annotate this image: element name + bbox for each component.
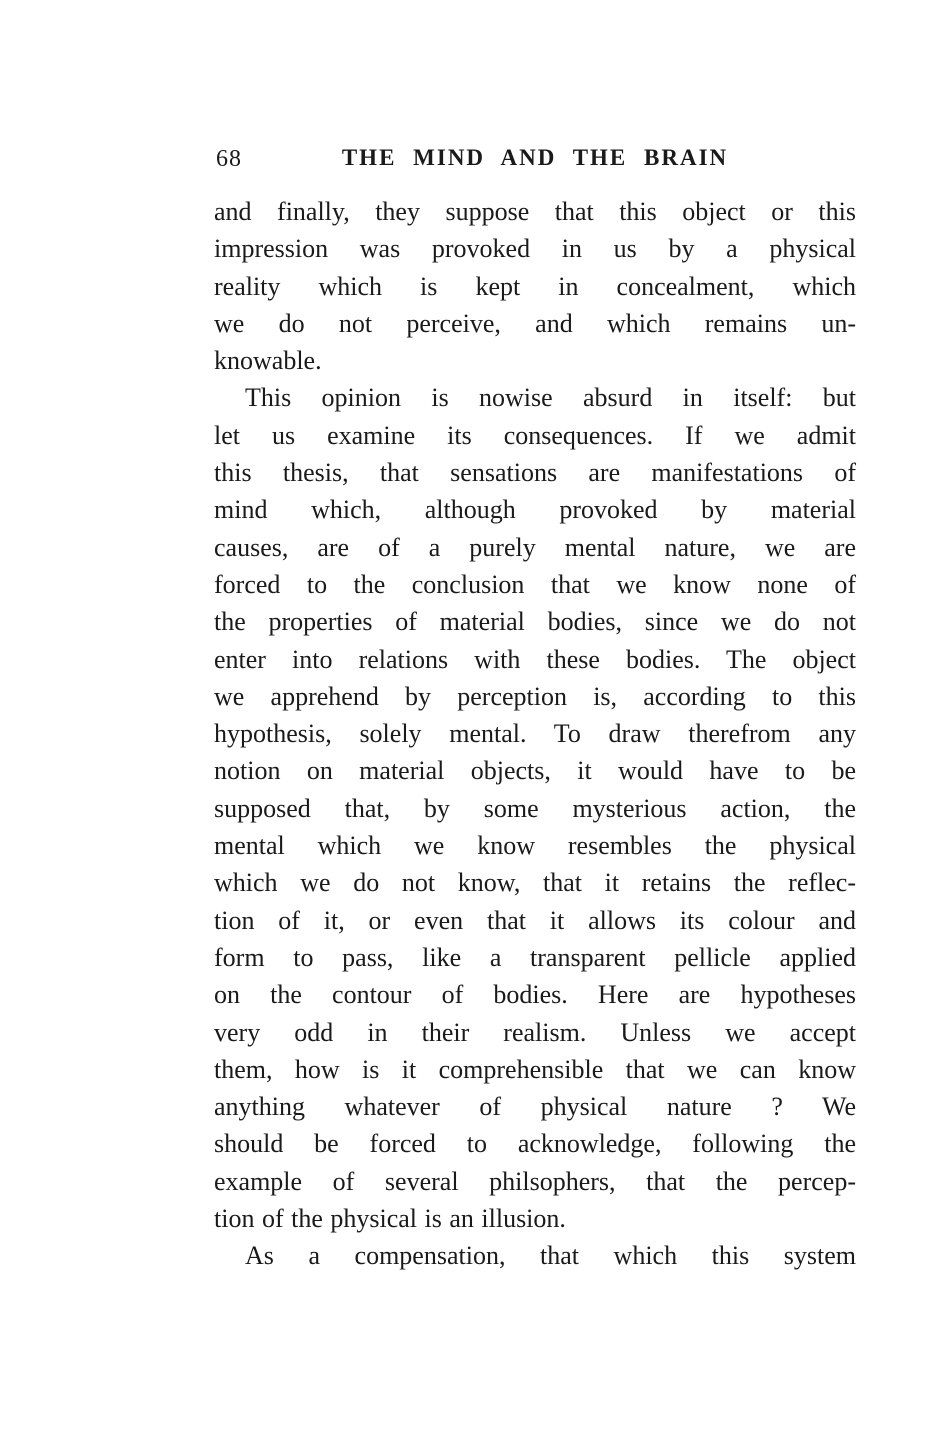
- text-line: supposed that, by some mysterious action, the: [214, 793, 856, 823]
- text-line: should be forced to acknowledge, following the: [214, 1129, 856, 1159]
- text-line: on the contour of bodies. Here are hypotheses: [214, 980, 856, 1010]
- text-line: form to pass, like a transparent pellicle applied: [214, 942, 856, 972]
- text-line: hypothesis, solely mental. To draw therefrom any: [214, 719, 856, 749]
- text-line: causes, are of a purely mental nature, we are: [214, 532, 856, 562]
- text-line: the properties of material bodies, since we do not: [214, 607, 856, 637]
- text-line: example of several philsophers, that the percep-: [214, 1166, 856, 1196]
- text-line: This opinion is nowise absurd in itself: but: [245, 383, 856, 413]
- text-line: let us examine its consequences. If we admit: [214, 420, 856, 450]
- text-line: very odd in their realism. Unless we accept: [214, 1017, 856, 1047]
- text-line: we do not perceive, and which remains un-: [214, 308, 856, 338]
- text-line: reality which is kept in concealment, which: [214, 271, 856, 301]
- text-line: and finally, they suppose that this object or this: [214, 197, 856, 226]
- text-line: tion of it, or even that it allows its colour and: [214, 905, 856, 935]
- text-line: mind which, although provoked by material: [214, 495, 856, 525]
- page-header: [214, 144, 856, 176]
- text-line: impression was provoked in us by a physical: [214, 234, 856, 264]
- text-line: forced to the conclusion that we know none of: [214, 569, 856, 599]
- text-line: knowable.: [214, 346, 322, 376]
- text-line: notion on material objects, it would have to be: [214, 756, 856, 786]
- text-line: mental which we know resembles the physical: [214, 831, 856, 861]
- text-line: this thesis, that sensations are manifestations of: [214, 458, 856, 488]
- text-line: which we do not know, that it retains the reflec-: [214, 868, 856, 898]
- text-line: enter into relations with these bodies. The object: [214, 644, 856, 674]
- page-body: [214, 193, 856, 1275]
- text-line: anything whatever of physical nature ? We: [214, 1092, 856, 1122]
- text-line: As a compensation, that which this system: [245, 1241, 856, 1271]
- text-line: them, how is it comprehensible that we can know: [214, 1054, 856, 1084]
- text-line: tion of the physical is an illusion.: [214, 1204, 566, 1234]
- running-title: THE MIND AND THE BRAIN: [341, 145, 729, 170]
- page-number: 68: [216, 146, 242, 172]
- text-line: we apprehend by perception is, according to this: [214, 681, 856, 711]
